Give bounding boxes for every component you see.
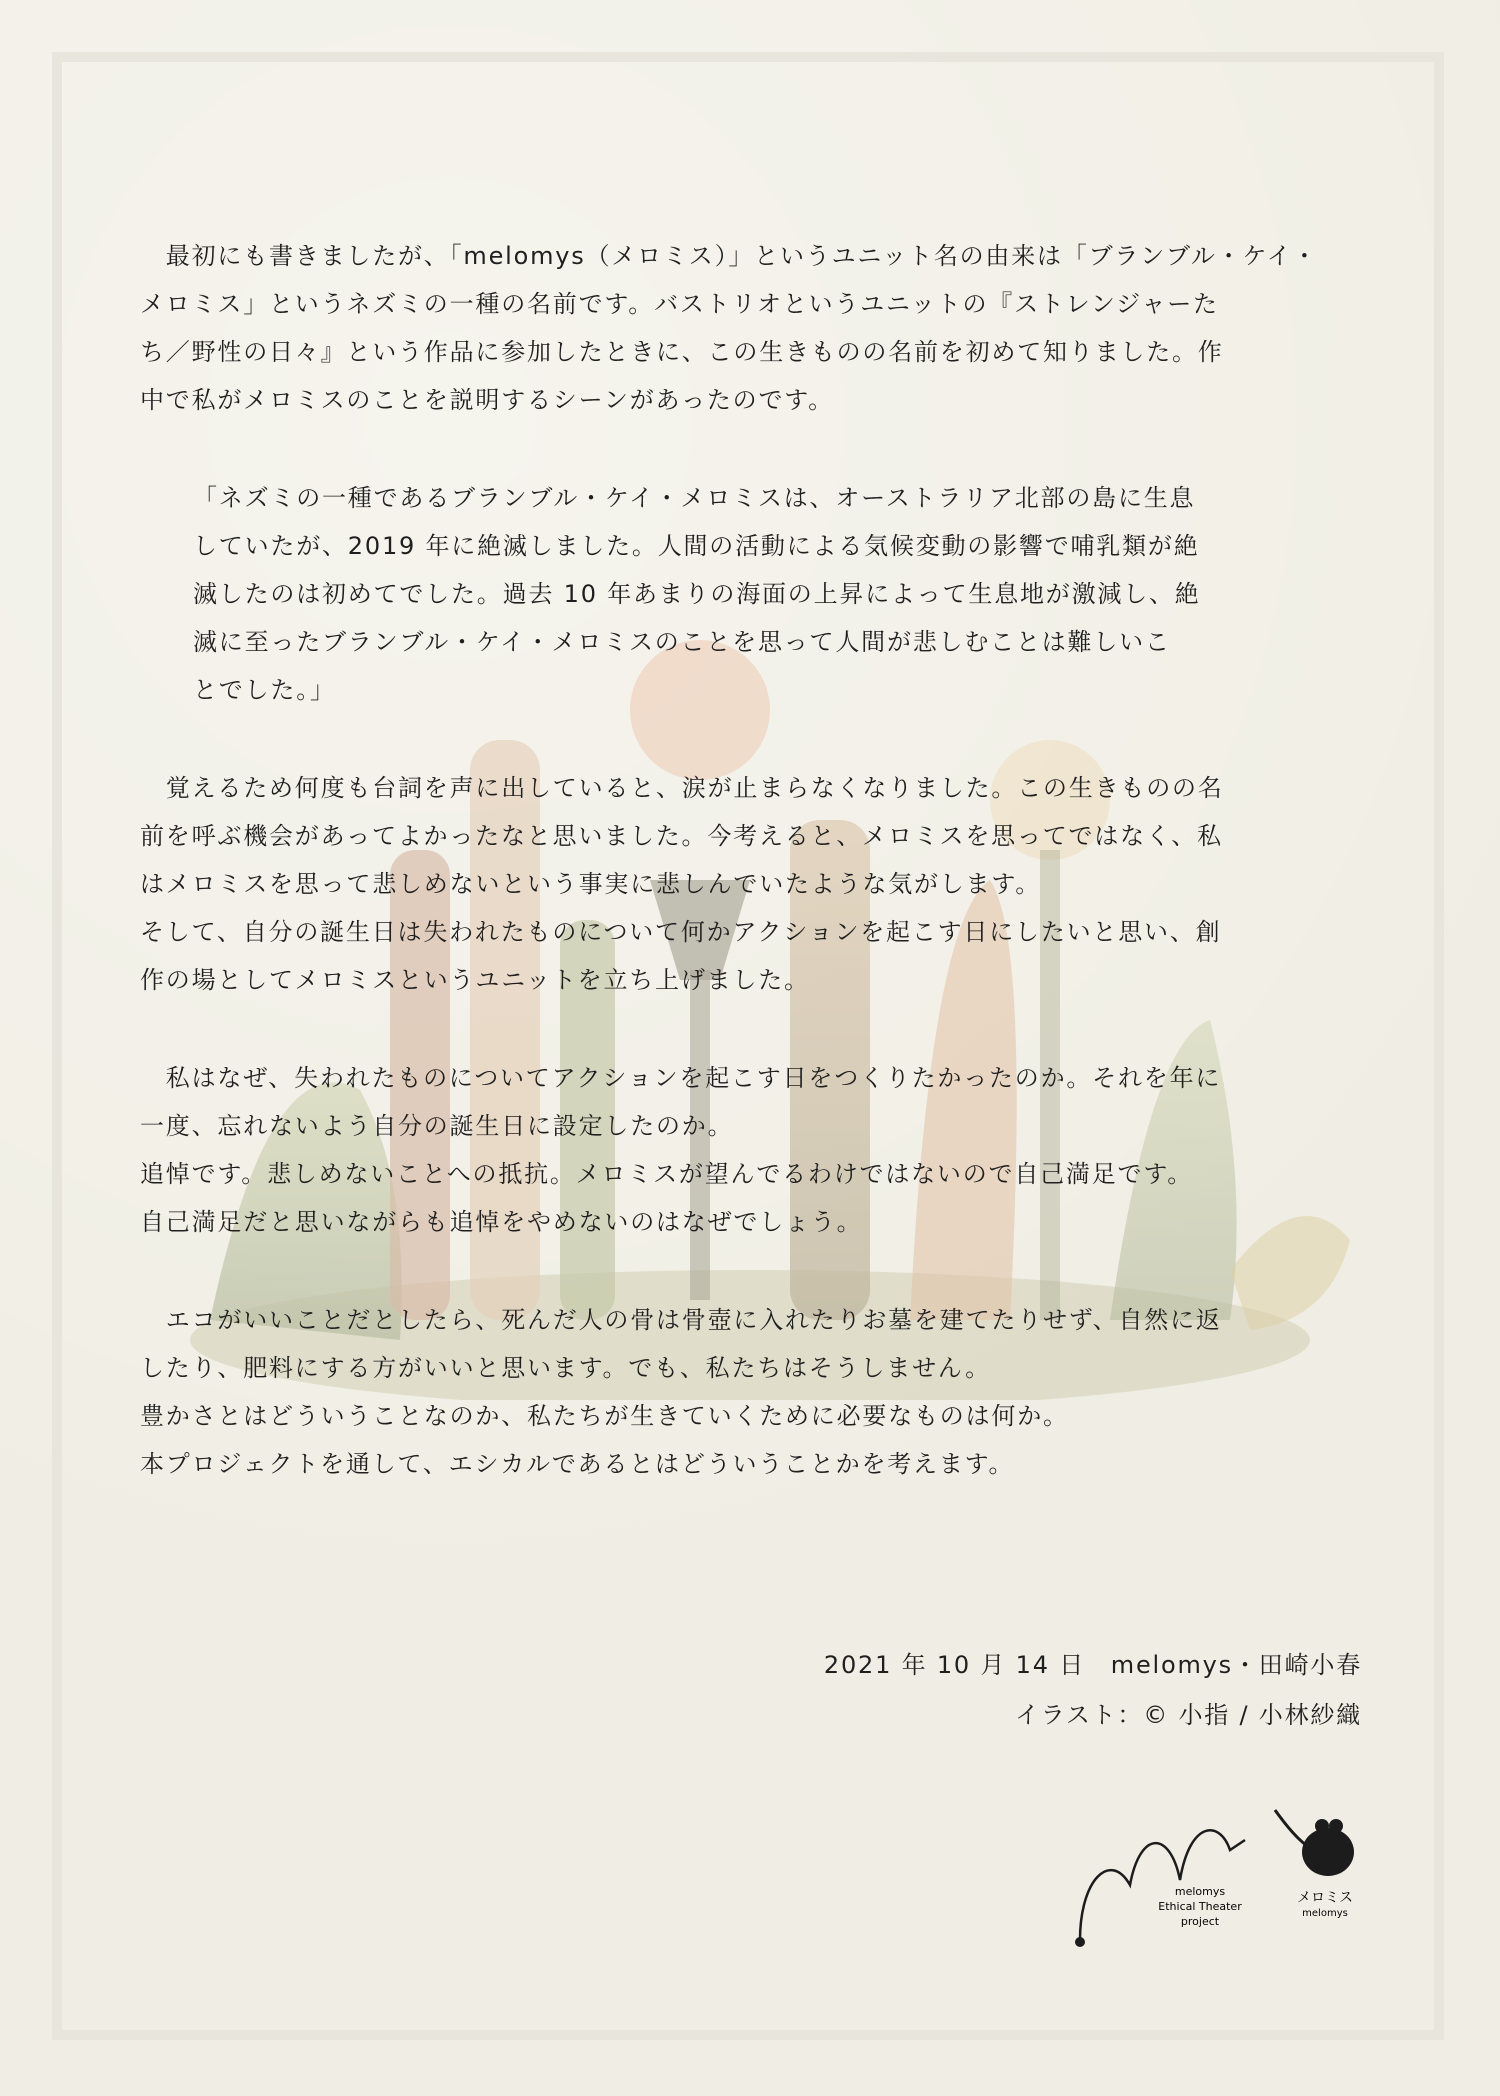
project-logo-text: project bbox=[1180, 1915, 1220, 1928]
paragraph-mourning bbox=[140, 1054, 1360, 1246]
text-line: 滅に至ったブランブル・ケイ・メロミスのことを思って人間が悲しむことは難しいこ bbox=[193, 628, 1171, 656]
text-line: 前を呼ぶ機会があってよかったなと思いました。今考えると、メロミスを思ってではなく、私 bbox=[140, 822, 1223, 850]
text-line: 一度、忘れないよう自分の誕生日に設定したのか。 bbox=[140, 1112, 734, 1140]
text-line: 滅したのは初めてでした。過去 10 年あまりの海面の上昇によって生息地が激減し、絶 bbox=[193, 580, 1201, 608]
illustration-credit: イラスト：© 小指 / 小林紗織 bbox=[1014, 1701, 1362, 1729]
text-line: 「ネズミの一種であるブランブル・ケイ・メロミスは、オーストラリア北部の島に生息 bbox=[193, 484, 1196, 512]
text-line: 豊かさとはどういうことなのか、私たちが生きていくために必要なものは何か。 bbox=[140, 1402, 1069, 1430]
text-line: エコがいいことだとしたら、死んだ人の骨は骨壺に入れたりお墓を建てたりせず、自然に返 bbox=[140, 1306, 1222, 1334]
text-line: 私はなぜ、失われたものについてアクションを起こす日をつくりたかったのか。それを年に bbox=[140, 1064, 1222, 1092]
text-line: はメロミスを思って悲しめないという事実に悲しんでいたような気がします。 bbox=[140, 870, 1042, 898]
signature-block bbox=[824, 1640, 1362, 1740]
text-line: 中で私がメロミスのことを説明するシーンがあったのです。 bbox=[140, 386, 834, 414]
project-logo-text: Ethical Theater bbox=[1158, 1900, 1242, 1913]
unit-logo-text: メロミス bbox=[1297, 1890, 1353, 1906]
text-line: 作の場としてメロミスというユニットを立ち上げました。 bbox=[140, 966, 810, 994]
text-line: 最初にも書きましたが、「melomys（メロミス）」というユニット名の由来は「ブランブル・ケイ・ bbox=[140, 242, 1319, 270]
project-logo-text: melomys bbox=[1174, 1885, 1226, 1898]
date-author: 2021 年 10 月 14 日 melomys・田崎小春 bbox=[823, 1651, 1362, 1679]
text-line: そして、自分の誕生日は失われたものについて何かアクションを起こす日にしたいと思い、創 bbox=[140, 918, 1222, 946]
text-line: していたが、2019 年に絶滅しました。人間の活動による気候変動の影響で哺乳類が絶 bbox=[193, 532, 1200, 560]
paragraph-memory bbox=[140, 764, 1360, 1004]
text-line: 追悼です。悲しめないことへの抵抗。メロミスが望んでるわけではないので自己満足です。 bbox=[140, 1160, 1193, 1188]
quote-block bbox=[193, 474, 1360, 714]
text-line: ち／野性の日々』という作品に参加したときに、この生きものの名前を初めて知りました。作 bbox=[140, 338, 1224, 366]
text-line: 自己満足だと思いながらも追悼をやめないのはなぜでしょう。 bbox=[140, 1208, 863, 1236]
logos bbox=[1070, 1790, 1370, 1960]
text-line: したり、肥料にする方がいいと思います。でも、私たちはそうしません。 bbox=[140, 1354, 991, 1382]
text-line: 本プロジェクトを通して、エシカルであるとはどういうことかを考えます。 bbox=[140, 1450, 1015, 1478]
unit-logo bbox=[1275, 1810, 1354, 1919]
project-logo bbox=[1075, 1830, 1245, 1947]
unit-logo-subtext: melomys bbox=[1302, 1908, 1348, 1919]
text-line: メロミス」というネズミの一種の名前です。バストリオというユニットの『ストレンジャーた bbox=[140, 290, 1219, 318]
text-line: 覚えるため何度も台詞を声に出していると、涙が止まらなくなりました。この生きものの名 bbox=[140, 774, 1224, 802]
text-line: とでした。」 bbox=[193, 676, 336, 704]
paragraph-ethics bbox=[140, 1296, 1360, 1488]
letter-body bbox=[140, 232, 1360, 1488]
paragraph-origin bbox=[140, 232, 1360, 424]
